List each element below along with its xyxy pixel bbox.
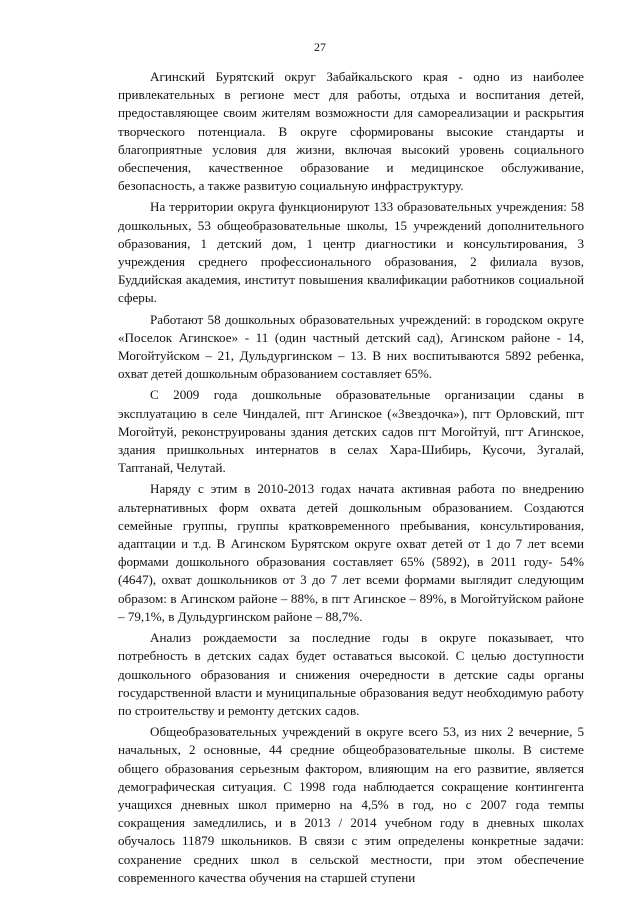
document-body [118,68,584,890]
paragraph-general-schools: Общеобразовательных учреждений в округе всего 53, из них 2 вечерние, 5 начальных, 2 основные, 44 средние общеобразовательные школы. В системе общего образования серьезным фактором, влияющим на его развитие, является демографическая ситуация. С 1998 года наблюдается сокращение контингента учащихся дневных школ примерно на 4,5% в год, но с 2007 года темпы сокращения замедлились, и в 2013 / 2014 учебном году в дневных школах обучалось 11879 школьников. В связи с этим определены конкретные задачи: сохранение средних школ в сельской местности, при этом обеспечение современного качества обучения на старшей ступени [118,724,584,885]
paragraph-alternative-forms: Наряду с этим в 2010-2013 годах начата активная работа по внедрению альтернативных форм охвата детей дошкольным образованием. Создаются семейные группы, группы кратковременного пребывания, консультирования, адаптации и т.д. В Агинском Бурятском округе охват детей от 1 до 7 лет всеми формами дошкольного образования составляет 65% (5892), в 2011 году- 54% (4647), охват дошкольников от 3 до 7 лет всеми формами выглядит следующим образом: в Агинском районе – 88%, в пгт Агинское – 89%, в Могойтуйском районе – 79,1%, в Дульдургинском районе – 88,7%. [118,481,584,624]
paragraph-institutions: На территории округа функционируют 133 образовательных учреждения: 58 дошкольных, 53 общеобразовательные школы, 15 учреждений дополнительного образования, 1 детский дом, 1 центр диагностики и консультирования, 3 учреждения среднего профессионального образования, 2 филиала вузов, Буддийская академия, институт повышения квалификации работников социальной сферы. [118,199,584,306]
paragraph-birth-rate: Анализ рождаемости за последние годы в округе показывает, что потребность в детских садах будет оставаться высокой. С целью доступности дошкольного образования и снижения очередности в детские сады органы государственной власти и муниципальные образования ведут необходимую работу по строительству и ремонту детских садов. [118,630,584,718]
paragraph-construction: С 2009 года дошкольные образовательные организации сданы в эксплуатацию в селе Чиндалей, пгт Агинское («Звездочка»), пгт Орловский, пгт Могойтуй, реконструированы здания детских садов пгт Могойтуй, пгт Агинское, здания пришкольных интернатов в селах Хара-Шибирь, Кусочи, Зугалай, Таптанай, Челутай. [118,387,584,476]
paragraph-intro: Агинский Бурятский округ Забайкальского края - одно из наиболее привлекательных в регионе мест для работы, отдыха и воспитания детей, предоставляющее своим жителям возможности для самореализации и раскрытия творческого потенциала. В округе сформированы высокие стандарты и благоприятные условия для жизни, включая высокий уровень социального обеспечения, качественное образование и медицинское обслуживание, безопасность, а также развитую социальную инфраструктуру. [118,69,584,194]
page-number: 27 [314,40,326,54]
paragraph-preschools: Работают 58 дошкольных образовательных учреждений: в городском округе «Поселок Агинское» - 11 (один частный детский сад), Агинском районе - 14, Могойтуйском – 21, Дульдургинском – 13. В них воспитываются 5892 ребенка, охват детей дошкольным образованием составляет 65%. [118,311,584,382]
